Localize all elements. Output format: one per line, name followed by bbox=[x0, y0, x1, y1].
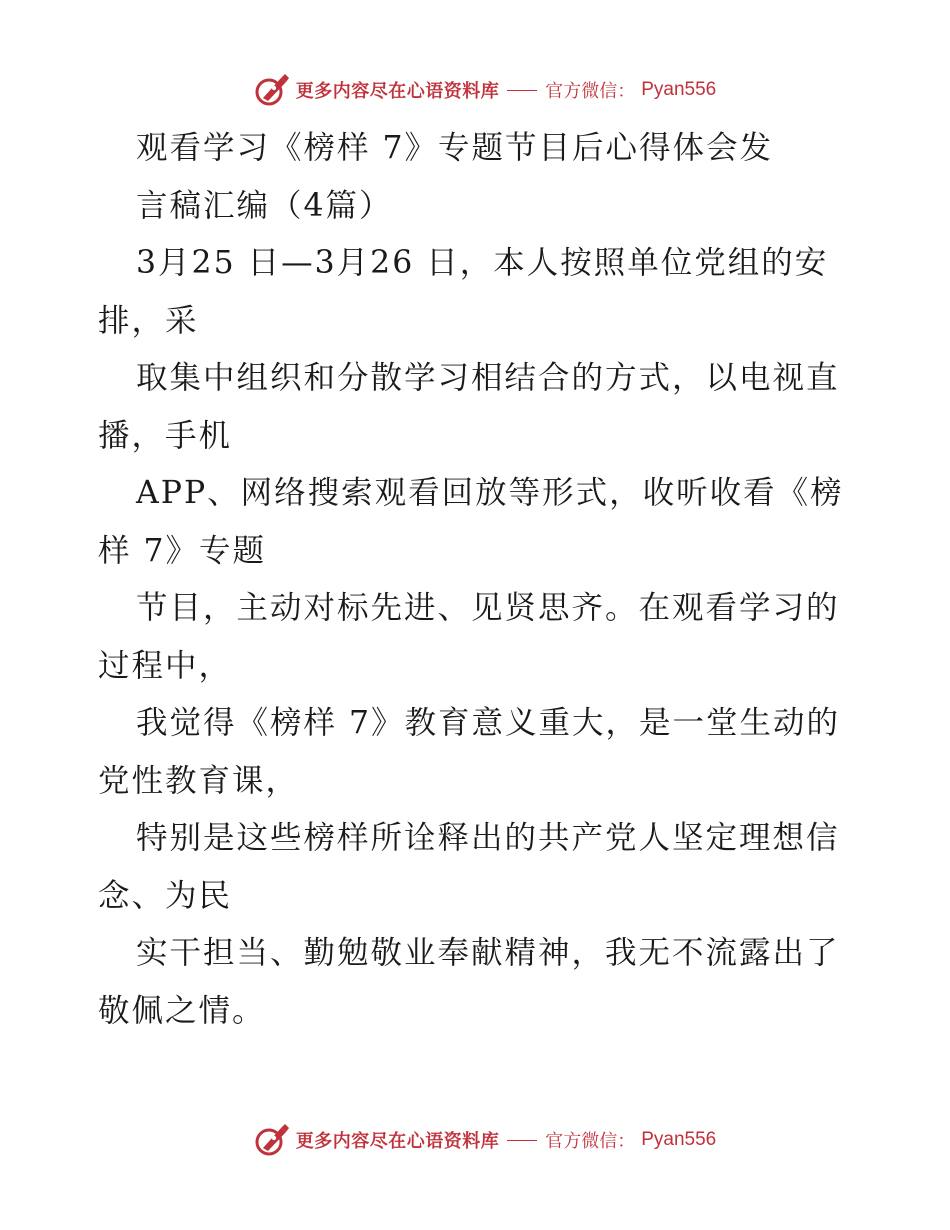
paragraph-line: 播，手机 bbox=[98, 417, 233, 454]
paragraph-line: 实干担当、勤勉敬业奉献精神，我无不流露出了 bbox=[136, 935, 840, 971]
banner-dash bbox=[507, 90, 537, 91]
banner-site-name: 更多内容尽在心语资料库 bbox=[295, 1131, 500, 1152]
paragraph-line: 过程中， bbox=[98, 647, 233, 684]
pen-nib-logo-icon bbox=[254, 1123, 290, 1157]
paragraph-lines bbox=[98, 235, 858, 1040]
doc-title-line-2: 言稿汇编（4篇） bbox=[136, 187, 393, 224]
pen-nib-logo-icon bbox=[254, 73, 290, 107]
doc-title-line-1: 观看学习《榜样 7》专题节目后心得体会发 bbox=[136, 130, 774, 166]
paragraph-line: 排，采 bbox=[98, 302, 199, 339]
paragraph-line: 党性教育课， bbox=[98, 762, 300, 799]
paragraph-line: 取集中组织和分散学习相结合的方式，以电视直 bbox=[136, 360, 840, 396]
paragraph-line: 3月25 日—3月26 日，本人按照单位党组的安 bbox=[136, 245, 829, 281]
banner-wechat-label: 官方微信： bbox=[545, 1131, 636, 1152]
paragraph-line: 样 7》专题 bbox=[98, 532, 267, 569]
paragraph-line: 我觉得《榜样 7》教育意义重大，是一堂生动的 bbox=[136, 705, 841, 741]
banner-wechat-label: 官方微信： bbox=[545, 81, 636, 102]
paragraph-line: 念、为民 bbox=[98, 877, 233, 914]
paragraph-line: APP、网络搜索观看回放等形式，收听收看《榜 bbox=[136, 475, 844, 511]
banner-inner bbox=[234, 73, 717, 107]
document-body bbox=[98, 120, 858, 1040]
paragraph-line: 特别是这些榜样所诠释出的共产党人坚定理想信 bbox=[136, 820, 840, 856]
footer-banner bbox=[0, 1120, 950, 1160]
banner-site-name: 更多内容尽在心语资料库 bbox=[295, 81, 500, 102]
paragraph-line: 敬佩之情。 bbox=[98, 992, 266, 1029]
header-banner bbox=[0, 70, 950, 110]
banner-wechat-id: Pyan556 bbox=[641, 79, 717, 100]
banner-dash bbox=[507, 1140, 537, 1141]
banner-inner bbox=[234, 1123, 717, 1157]
banner-wechat-id: Pyan556 bbox=[641, 1129, 717, 1150]
paragraph-line: 节目，主动对标先进、见贤思齐。在观看学习的 bbox=[136, 590, 840, 626]
